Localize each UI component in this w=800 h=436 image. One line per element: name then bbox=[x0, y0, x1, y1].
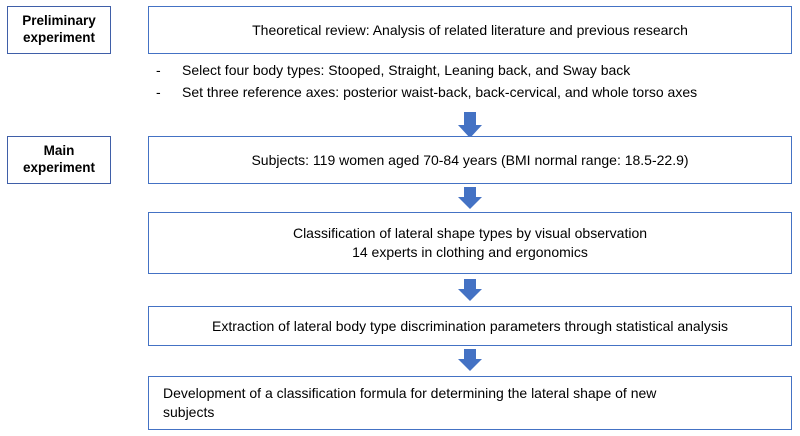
arrow-2-icon bbox=[455, 186, 485, 216]
bullet-item bbox=[156, 82, 792, 104]
arrow-3-icon bbox=[455, 278, 485, 308]
flow-box-extraction bbox=[148, 306, 792, 346]
bullet-dash: - bbox=[156, 62, 161, 78]
flow-box-subjects bbox=[148, 136, 792, 184]
flow-box-development-line1: Development of a classification formula for determining the lateral shape of new bbox=[163, 385, 657, 402]
stage-label-main-line1: Main bbox=[43, 143, 75, 159]
bullet-text: Select four body types: Stooped, Straight, Leaning back, and Sway back bbox=[182, 62, 631, 78]
flow-box-classification-line2: 14 experts in clothing and ergonomics bbox=[352, 244, 588, 260]
stage-label-preliminary-line2: experiment bbox=[22, 30, 95, 45]
bullet-dash: - bbox=[156, 83, 161, 100]
flow-box-theoretical-review bbox=[148, 6, 792, 54]
bullet-item bbox=[156, 60, 792, 82]
stage-label-main-line2: experiment bbox=[22, 160, 96, 175]
bullet-list bbox=[156, 60, 792, 103]
bullet-text: Set three reference axes: posterior waist-back, back-cervical, and whole torso axes bbox=[182, 83, 698, 100]
stage-label-preliminary bbox=[7, 6, 111, 54]
flow-box-development-line2: subjects bbox=[163, 404, 215, 420]
stage-label-main bbox=[7, 136, 111, 184]
flow-box-theoretical-review-text: Theoretical review: Analysis of related literature and previous research bbox=[252, 21, 688, 38]
flow-box-extraction-text: Extraction of lateral body type discrimination parameters through statistical analysis bbox=[212, 317, 728, 334]
stage-label-preliminary-line1: Preliminary bbox=[22, 13, 96, 29]
flow-box-classification bbox=[148, 212, 792, 274]
flow-box-classification-line1: Classification of lateral shape types by visual observation bbox=[292, 225, 648, 242]
arrow-4-icon bbox=[455, 348, 485, 378]
flow-box-subjects-text: Subjects: 119 women aged 70-84 years (BMI normal range: 18.5-22.9) bbox=[251, 151, 689, 168]
flow-box-development bbox=[148, 376, 792, 430]
